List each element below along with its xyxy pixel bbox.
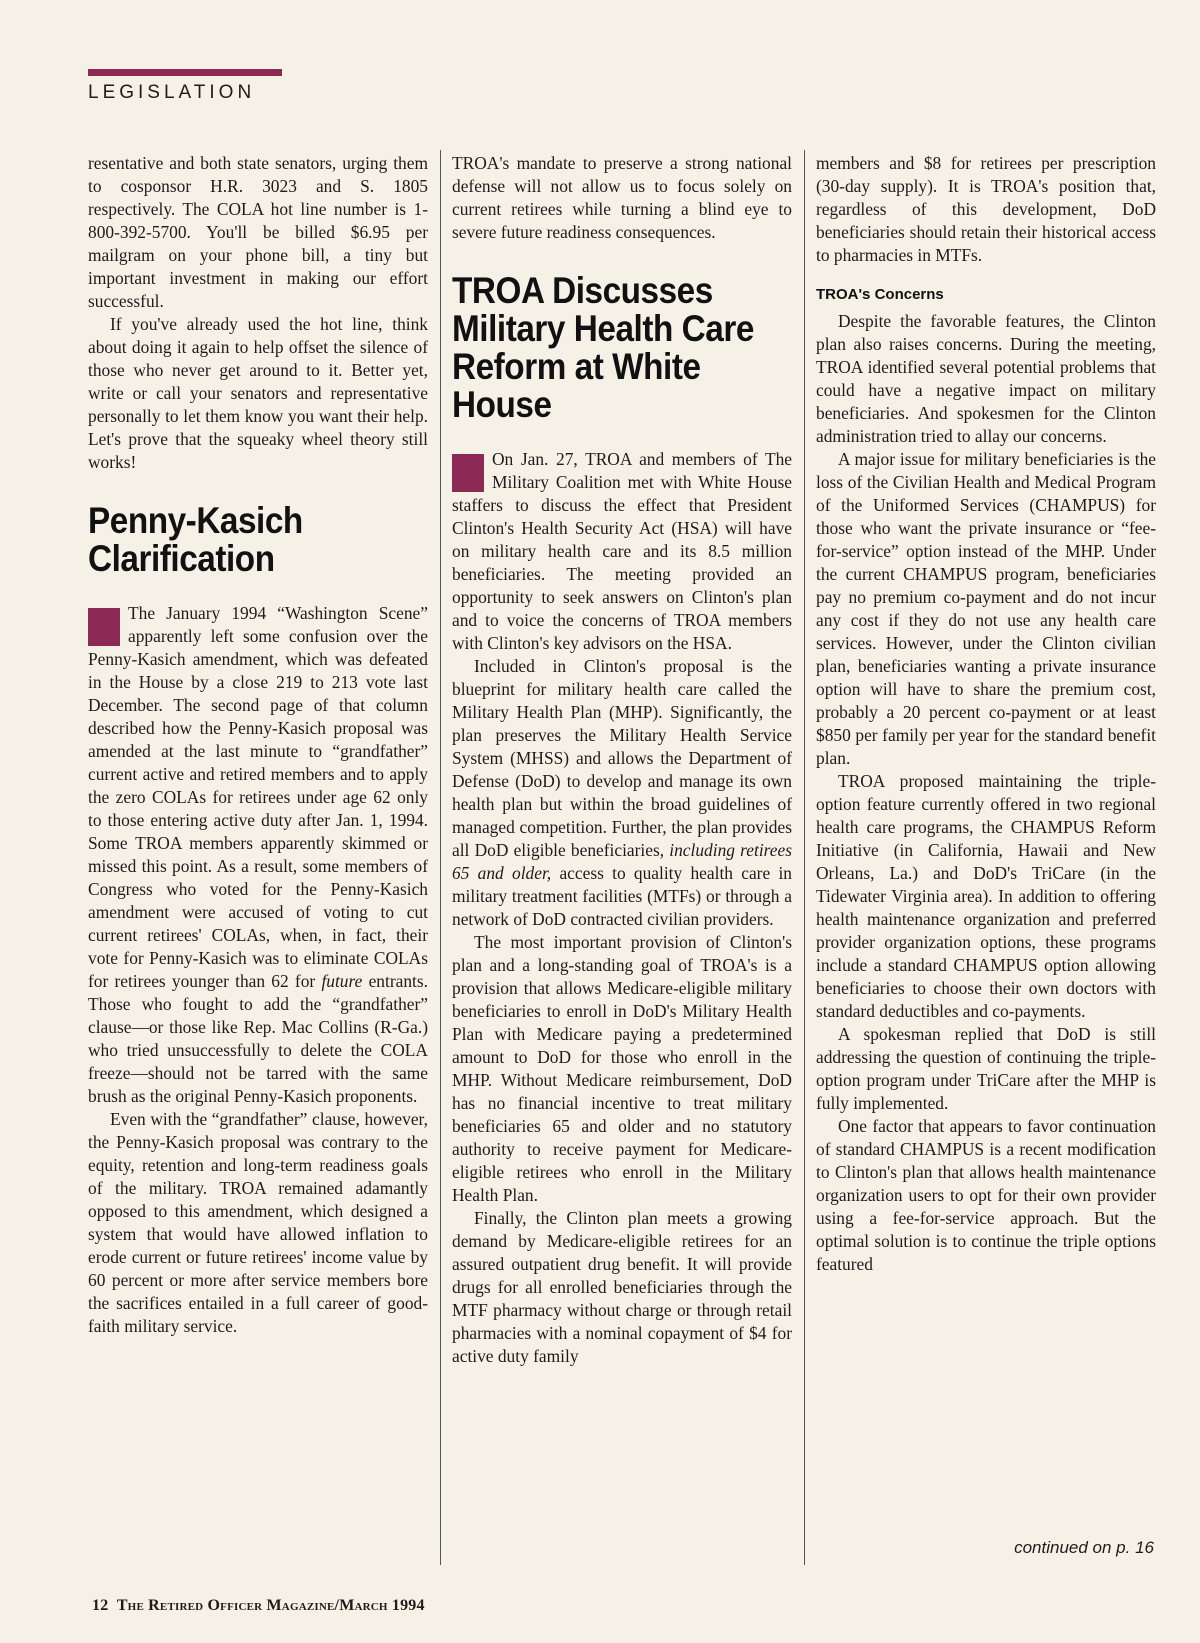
paragraph: A major issue for military beneficiaries is the loss of the Civilian Health and Medical Program of the Uniformed Services (CHAMPUS) for those who want the private insurance or “fee-for-service” option instead of the MHP. Under the current CHAMPUS program, beneficiaries pay no premium co-payment and do not incur any cost if they do not use any health care services. However, under the Clinton civilian plan, beneficiaries wanting a private insurance option will have to share the premium cost, probably a 20 percent co-payment or at least $850 per family per year for the standard benefit plan. [816,449,1156,768]
section-accent-bar [88,69,282,76]
paragraph: Finally, the Clinton plan meets a growing demand by Medicare-eligible retirees for an assured outpatient drug benefit. It will provide drugs for all enrolled beneficiaries through the MTF pharmacy without charge or through retail pharmacies with a nominal copayment of $4 for active duty family [452,1208,792,1366]
paragraph: Even with the “grandfather” clause, however, the Penny-Kasich proposal was contrary to the equity, retention and long-term readiness goals of the military. TROA remained adamantly opposed to this amendment, which designed a system that would have allowed inflation to erode current or future retirees' income value by 60 percent or more after service members bore the sacrifices entailed in a full career of good-faith military service. [88,1109,428,1336]
subheading: TROA's Concerns [816,286,944,303]
paragraph: resentative and both state senators, urging them to cosponsor H.R. 3023 and S. 1805 respectively. The COLA hot line number is 1-800-392-5700. You'll be billed $6.95 per mailgram on your phone bill, a tiny but important investment in making our effort successful. [88,153,428,311]
page-footer [92,1597,425,1615]
column-divider [440,150,441,1565]
paragraph: The January 1994 “Washington Scene” apparently left some confusion over the Penny-Kasich amendment, which was defeated in the House by a close 219 to 213 vote last December. The second page of that column described how the Penny-Kasich proposal was amended at the last minute to “grandfather” current active and retired members and to apply the zero COLAs for retirees under age 62 only to those entering active duty after Jan. 1, 1994. Some TROA members apparently skimmed or missed this point. As a result, some members of Congress who voted for the Penny-Kasich amendment were accused of voting to cut current retirees' COLAs, when, in fact, their vote for Penny-Kasich was to eliminate COLAs for retirees younger than 62 for future entrants. Those who fought to add the “grandfather” clause—or those like Rep. Mac Collins (R-Ga.) who tried unsuccessfully to delete the COLA freeze—should not be tarred with the same brush as the original Penny-Kasich proponents. [88,603,428,1106]
article-heading: TROA Discusses Military Health Care Reform at White House [452,270,754,425]
magazine-title: The Retired Officer Magazine/March 1994 [116,1597,425,1614]
column-3 [816,152,1156,1276]
continued-note: continued on p. 16 [1014,1538,1154,1557]
paragraph: Despite the favorable features, the Clinton plan also raises concerns. During the meeting, TROA identified several potential problems that could have a negative impact on military beneficiaries. And spokesmen for the Clinton administration tried to allay our concerns. [816,311,1156,446]
paragraph: members and $8 for retirees per prescription (30-day supply). It is TROA's position that, regardless of this development, DoD beneficiaries should retain their historical access to pharmacies in MTFs. [816,153,1156,265]
column-divider [804,150,805,1565]
column-2 [452,152,792,1368]
article-heading: Penny-Kasich Clarification [88,500,303,579]
paragraph: Included in Clinton's proposal is the blueprint for military health care called the Military Health Plan (MHP). Significantly, the plan preserves the Military Health Service System (MHSS) and allows the Department of Defense (DoD) to develop and manage its own health plan but within the broad guidelines of managed competition. Further, the plan provides all DoD eligible beneficiaries, including retirees 65 and older, access to quality health care in military treatment facilities (MTFs) or through a network of DoD contracted civilian providers. [452,656,792,929]
lead-marker-box [452,454,484,492]
section-label: LEGISLATION [88,82,256,103]
paragraph: The most important provision of Clinton's plan and a long-standing goal of TROA's is a provision that allows Medicare-eligible military beneficiaries to enroll in DoD's Military Health Plan with Medicare paying a predetermined amount to DoD for those who enroll in the MHP. Without Medicare reimbursement, DoD has no financial incentive to treat military beneficiaries 65 and older and no statutory authority to receive payment for Medicare-eligible retirees who enroll in the Military Health Plan. [452,932,792,1205]
paragraph: A spokesman replied that DoD is still addressing the question of continuing the triple-option program under TriCare after the MHP is fully implemented. [816,1024,1156,1113]
paragraph: On Jan. 27, TROA and members of The Military Coalition met with White House staffers to discuss the effect that President Clinton's Health Security Act (HSA) will have on military health care and its 8.5 million beneficiaries. The meeting provided an opportunity to seek answers on Clinton's plan and to voice the concerns of TROA members with Clinton's key advisors on the HSA. [452,449,792,653]
paragraph: One factor that appears to favor continuation of standard CHAMPUS is a recent modification to Clinton's plan that allows health maintenance organization users to opt for their own provider using a fee-for-service approach. But the optimal solution is to continue the triple options featured [816,1116,1156,1274]
paragraph: TROA proposed maintaining the triple-option feature currently offered in two regional health care programs, the CHAMPUS Reform Initiative (in California, Hawaii and New Orleans, La.) and DoD's TriCare (in the Tidewater Virginia area). In addition to offering health maintenance organization and preferred provider organization options, these programs include a standard CHAMPUS option allowing beneficiaries to choose their own doctors with standard deductibles and co-payments. [816,771,1156,1021]
lead-marker-box [88,608,120,646]
paragraph: If you've already used the hot line, think about doing it again to help offset the silence of those who never get around to it. Better yet, write or call your senators and representative personally to let them know you want their help. Let's prove that the squeaky wheel theory still works! [88,314,428,472]
page-number: 12 [92,1597,109,1614]
column-1 [88,152,428,1338]
paragraph: TROA's mandate to preserve a strong national defense will not allow us to focus solely on current retirees while turning a blind eye to severe future readiness consequences. [452,153,792,242]
